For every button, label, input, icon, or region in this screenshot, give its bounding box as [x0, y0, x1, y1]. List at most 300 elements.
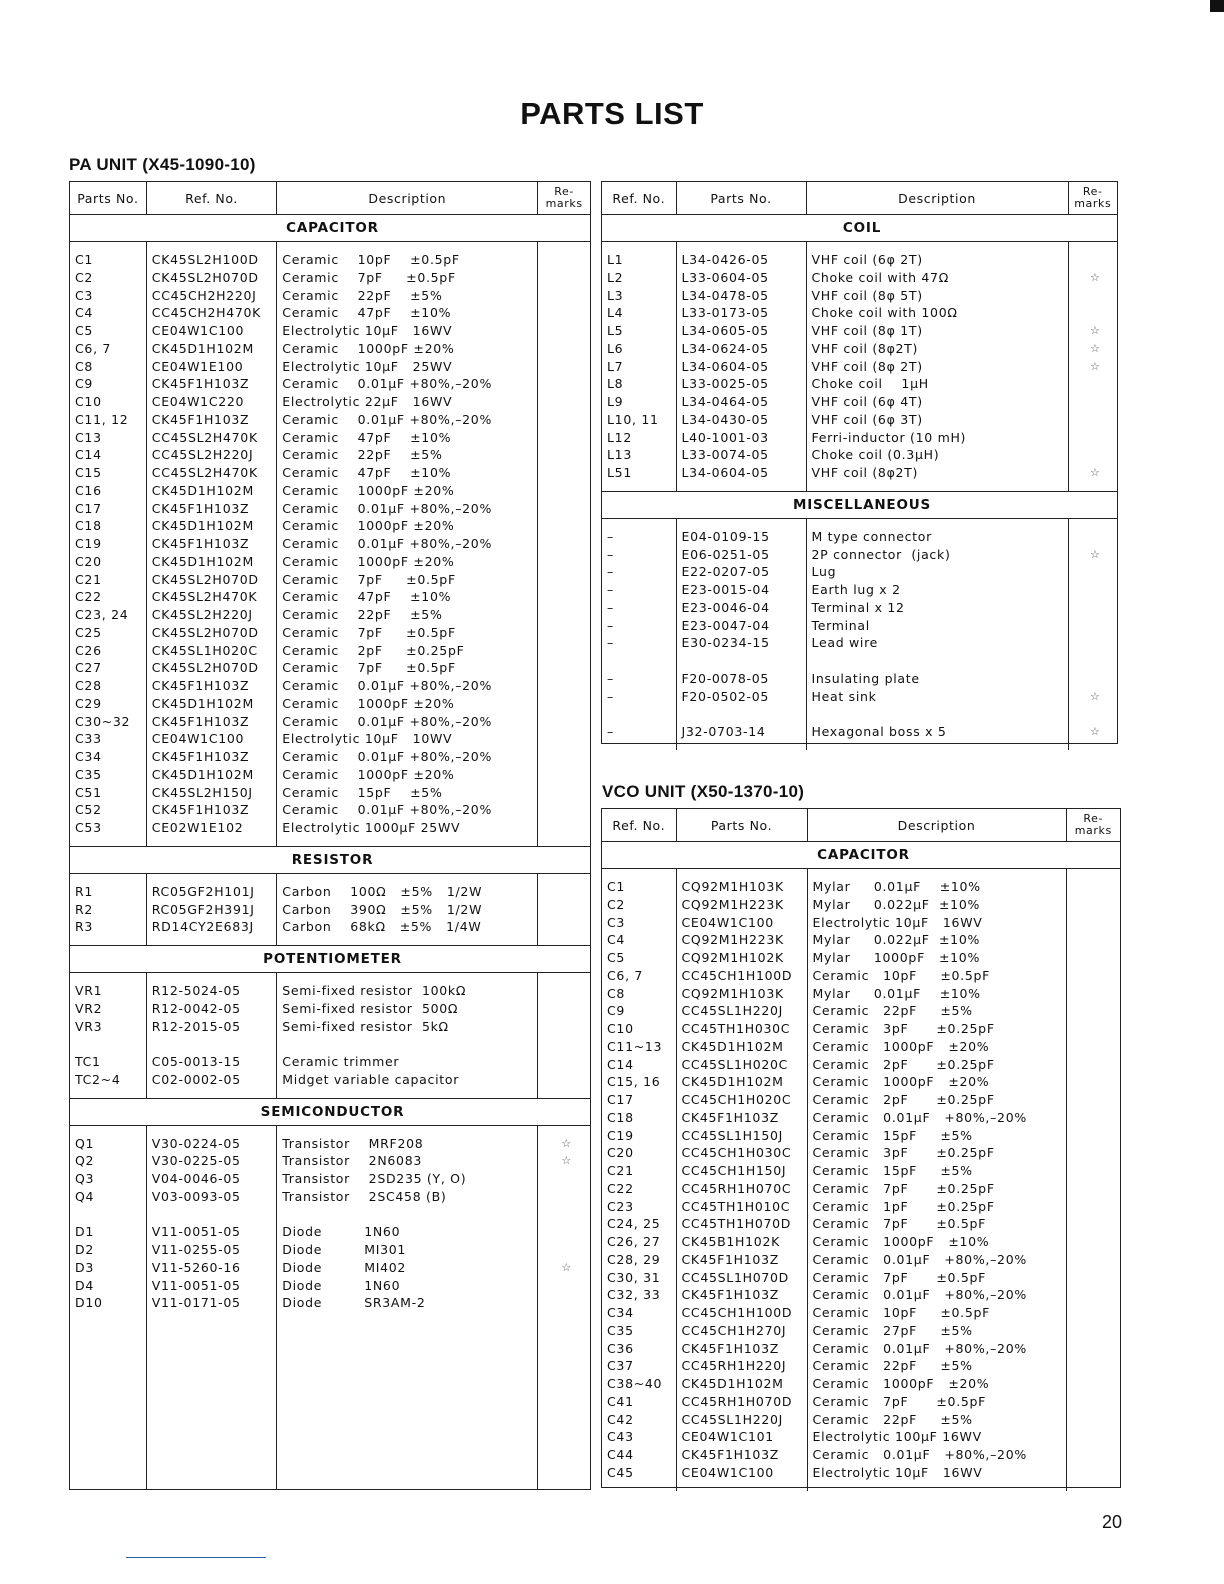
remarks-cell: [538, 819, 590, 837]
description-cell: Mylar 1000pF ±10%: [807, 949, 1066, 967]
ref-cell: C6, 7: [70, 340, 146, 358]
table-row: [70, 588, 590, 606]
part-cell: L33-0173-05: [676, 304, 806, 322]
part-cell: L34-0464-05: [676, 393, 806, 411]
table-row: [602, 1411, 1120, 1429]
remarks-cell: [1066, 1038, 1120, 1056]
ref-cell: C21: [602, 1162, 676, 1180]
remarks-cell: [1066, 1144, 1120, 1162]
remarks-cell: [1066, 1446, 1120, 1464]
part-cell: CK45D1H102M: [676, 1038, 807, 1056]
table-row: [602, 652, 1117, 670]
part-cell: CK45SL2H100D: [146, 251, 277, 269]
table-row: [70, 1188, 590, 1206]
part-cell: CC45CH1H150J: [676, 1162, 807, 1180]
table-row: [602, 931, 1120, 949]
ref-cell: C26, 27: [602, 1233, 676, 1251]
description-cell: [277, 1035, 538, 1053]
part-cell: CK45D1H102M: [676, 1073, 807, 1091]
column-header: Ref. No.: [602, 809, 676, 842]
ref-cell: C26: [70, 642, 146, 660]
part-cell: L34-0604-05: [676, 464, 806, 482]
remarks-cell: [1066, 1357, 1120, 1375]
remarks-cell: [538, 429, 590, 447]
ref-cell: C28: [70, 677, 146, 695]
table-row: [602, 949, 1120, 967]
ref-cell: C32, 33: [602, 1286, 676, 1304]
remarks-cell: ☆: [1089, 359, 1101, 373]
part-cell: CC45SL2H220J: [146, 446, 277, 464]
remarks-cell: [1066, 1180, 1120, 1198]
description-cell: Ceramic 7pF ±0.5pF: [807, 1215, 1066, 1233]
column-header: Description: [277, 182, 538, 215]
description-cell: Lead wire: [806, 634, 1068, 652]
coil-misc-parts-table: [601, 181, 1118, 744]
description-cell: [806, 705, 1068, 723]
remarks-cell: [538, 748, 590, 766]
column-header: Description: [807, 809, 1066, 842]
part-cell: CK45F1H103Z: [146, 677, 277, 695]
description-cell: Carbon 100Ω ±5% 1/2W: [277, 883, 538, 901]
remarks-cell: [538, 1223, 590, 1241]
description-cell: Diode SR3AM-2: [277, 1294, 538, 1312]
remarks-cell: [1068, 634, 1117, 652]
table-row: [70, 553, 590, 571]
remarks-cell: [538, 1277, 590, 1295]
table-row: [70, 659, 590, 677]
remarks-cell: [538, 1035, 590, 1053]
description-cell: Ceramic 1pF ±0.25pF: [807, 1198, 1066, 1216]
page-title: PARTS LIST: [520, 96, 704, 131]
part-cell: CQ92M1H223K: [676, 896, 807, 914]
part-cell: V11-5260-16: [146, 1259, 277, 1277]
part-cell: F20-0078-05: [676, 670, 806, 688]
remarks-cell: [1068, 581, 1117, 599]
remarks-cell: [1068, 528, 1117, 546]
table-row: [602, 1304, 1120, 1322]
table-row: [70, 1018, 590, 1036]
table-row: [602, 617, 1117, 635]
ref-cell: –: [602, 723, 676, 741]
description-cell: Ceramic 0.01µF +80%,–20%: [277, 535, 538, 553]
part-cell: RC05GF2H391J: [146, 901, 277, 919]
ref-cell: C36: [602, 1340, 676, 1358]
part-cell: CE04W1C220: [146, 393, 277, 411]
remarks-cell: [1066, 914, 1120, 932]
remarks-cell: [538, 358, 590, 376]
ref-cell: C6, 7: [602, 967, 676, 985]
table-row: [70, 1223, 590, 1241]
part-cell: CK45F1H103Z: [676, 1446, 807, 1464]
table-row: [70, 1035, 590, 1053]
ref-cell: Q4: [70, 1188, 146, 1206]
ref-cell: C4: [70, 304, 146, 322]
ref-cell: [70, 1035, 146, 1053]
remarks-cell: ☆: [1089, 466, 1101, 479]
description-cell: Terminal x 12: [806, 599, 1068, 617]
table-row: [70, 393, 590, 411]
ref-cell: C17: [70, 500, 146, 518]
table-row: [70, 304, 590, 322]
remarks-cell: [538, 304, 590, 322]
table-row: [602, 878, 1120, 896]
table-row: [70, 429, 590, 447]
column-header: Ref. No.: [146, 182, 277, 215]
ref-cell: C5: [602, 949, 676, 967]
section-header: CAPACITOR: [70, 215, 590, 242]
part-cell: CC45RH1H070D: [676, 1393, 807, 1411]
table-row: [70, 748, 590, 766]
ref-cell: C3: [602, 914, 676, 932]
description-cell: Lug: [806, 563, 1068, 581]
part-cell: CC45SL1H220J: [676, 1411, 807, 1429]
remarks-cell: [538, 482, 590, 500]
table-row: [602, 581, 1117, 599]
remarks-cell: [1066, 1127, 1120, 1145]
column-header: Re- marks: [538, 182, 590, 215]
description-cell: Ceramic 0.01µF +80%,–20%: [277, 801, 538, 819]
description-cell: Ceramic 7pF ±0.5pF: [277, 571, 538, 589]
remarks-cell: ☆: [561, 1260, 572, 1274]
remarks-cell: [1066, 1428, 1120, 1446]
remarks-cell: [1068, 393, 1117, 411]
remarks-cell: [1066, 1091, 1120, 1109]
description-cell: VHF coil (8φ2T): [806, 464, 1068, 482]
part-cell: CK45F1H103Z: [146, 748, 277, 766]
part-cell: V30-0224-05: [146, 1135, 277, 1153]
table-row: [602, 1357, 1120, 1375]
ref-cell: C38~40: [602, 1375, 676, 1393]
table-row: [70, 1294, 590, 1312]
table-row: [602, 1428, 1120, 1446]
ref-cell: C2: [70, 269, 146, 287]
remarks-cell: [538, 1071, 590, 1089]
part-cell: CE04W1C100: [146, 730, 277, 748]
ref-cell: C37: [602, 1357, 676, 1375]
remarks-cell: [538, 982, 590, 1000]
description-cell: Carbon 68kΩ ±5% 1/4W: [277, 918, 538, 936]
ref-cell: C52: [70, 801, 146, 819]
description-cell: VHF coil (6φ 4T): [806, 393, 1068, 411]
ref-cell: Q3: [70, 1170, 146, 1188]
table-row: [602, 705, 1117, 723]
part-cell: CK45F1H103Z: [676, 1340, 807, 1358]
section-header: RESISTOR: [70, 846, 590, 873]
part-cell: CK45SL2H150J: [146, 784, 277, 802]
table-row: [70, 918, 590, 936]
part-cell: CK45F1H103Z: [676, 1286, 807, 1304]
description-cell: Mylar 0.022µF ±10%: [807, 896, 1066, 914]
remarks-cell: [538, 340, 590, 358]
ref-cell: C20: [70, 553, 146, 571]
description-cell: Ceramic 15pF ±5%: [277, 784, 538, 802]
description-cell: Electrolytic 22µF 16WV: [277, 393, 538, 411]
table-row: [602, 322, 1117, 340]
remarks-cell: [538, 517, 590, 535]
remarks-cell: ☆: [1089, 270, 1101, 284]
table-row: [602, 1002, 1120, 1020]
part-cell: CK45D1H102M: [146, 482, 277, 500]
ref-cell: L6: [602, 340, 676, 358]
remarks-cell: [538, 901, 590, 919]
part-cell: CE04W1C100: [146, 322, 277, 340]
description-cell: 2P connector (jack): [806, 546, 1068, 564]
description-cell: Choke coil with 47Ω: [806, 269, 1068, 287]
footer-rule: [126, 1557, 266, 1558]
part-cell: CK45D1H102M: [146, 517, 277, 535]
description-cell: Ceramic 27pF ±5%: [807, 1322, 1066, 1340]
description-cell: Ceramic 2pF ±0.25pF: [807, 1091, 1066, 1109]
section-header: COIL: [602, 215, 1117, 242]
ref-cell: C15, 16: [602, 1073, 676, 1091]
remarks-cell: [538, 1000, 590, 1018]
ref-cell: C24, 25: [602, 1215, 676, 1233]
ref-cell: R3: [70, 918, 146, 936]
description-cell: Ceramic 1000pF ±10%: [807, 1233, 1066, 1251]
remarks-cell: [538, 446, 590, 464]
ref-cell: C29: [70, 695, 146, 713]
table-row: [602, 1198, 1120, 1216]
description-cell: Ceramic 0.01µF +80%,–20%: [277, 500, 538, 518]
description-cell: Ceramic 7pF ±0.5pF: [277, 624, 538, 642]
description-cell: VHF coil (8φ 2T): [806, 358, 1068, 376]
ref-cell: C15: [70, 464, 146, 482]
remarks-cell: [1066, 1411, 1120, 1429]
ref-cell: C30, 31: [602, 1269, 676, 1287]
remarks-cell: [1066, 1109, 1120, 1127]
table-row: [602, 358, 1117, 376]
remarks-cell: [1068, 446, 1117, 464]
table-row: [70, 1206, 590, 1224]
ref-cell: L51: [602, 464, 676, 482]
remarks-cell: [538, 1206, 590, 1224]
part-cell: CK45F1H103Z: [146, 801, 277, 819]
table-row: [70, 642, 590, 660]
description-cell: Diode MI301: [277, 1241, 538, 1259]
table-row: [70, 1277, 590, 1295]
remarks-cell: [1066, 1020, 1120, 1038]
ref-cell: C1: [70, 251, 146, 269]
remarks-cell: [538, 553, 590, 571]
remarks-cell: [1068, 705, 1117, 723]
table-row: [602, 304, 1117, 322]
description-cell: Insulating plate: [806, 670, 1068, 688]
description-cell: Choke coil with 100Ω: [806, 304, 1068, 322]
ref-cell: L1: [602, 251, 676, 269]
ref-cell: L5: [602, 322, 676, 340]
part-cell: E23-0015-04: [676, 581, 806, 599]
table-row: [602, 688, 1117, 706]
description-cell: Ceramic 47pF ±10%: [277, 429, 538, 447]
ref-cell: –: [602, 617, 676, 635]
ref-cell: C28, 29: [602, 1251, 676, 1269]
part-cell: L33-0604-05: [676, 269, 806, 287]
description-cell: Ceramic 22pF ±5%: [807, 1357, 1066, 1375]
part-cell: RD14CY2E683J: [146, 918, 277, 936]
description-cell: VHF coil (6φ 2T): [806, 251, 1068, 269]
table-row: [70, 446, 590, 464]
table-row: [602, 1180, 1120, 1198]
description-cell: VHF coil (8φ 1T): [806, 322, 1068, 340]
description-cell: Diode 1N60: [277, 1277, 538, 1295]
ref-cell: C41: [602, 1393, 676, 1411]
table-row: [602, 1286, 1120, 1304]
table-row: [70, 677, 590, 695]
ref-cell: C4: [602, 931, 676, 949]
remarks-cell: [538, 464, 590, 482]
remarks-cell: [1068, 563, 1117, 581]
description-cell: Ceramic 0.01µF +80%,–20%: [807, 1340, 1066, 1358]
remarks-cell: [538, 766, 590, 784]
remarks-cell: [538, 1241, 590, 1259]
description-cell: Ceramic 22pF ±5%: [807, 1411, 1066, 1429]
remarks-cell: ☆: [1089, 725, 1101, 738]
remarks-cell: [1066, 985, 1120, 1003]
part-cell: CK45SL2H070D: [146, 659, 277, 677]
description-cell: Electrolytic 10µF 16WV: [277, 322, 538, 340]
ref-cell: [70, 1206, 146, 1224]
ref-cell: VR2: [70, 1000, 146, 1018]
table-row: [602, 446, 1117, 464]
table-row: [602, 1091, 1120, 1109]
table-row: [70, 801, 590, 819]
part-cell: CC45CH2H470K: [146, 304, 277, 322]
description-cell: Ceramic 10pF ±0.5pF: [277, 251, 538, 269]
table-row: [70, 535, 590, 553]
remarks-cell: [1066, 931, 1120, 949]
description-cell: Choke coil (0.3µH): [806, 446, 1068, 464]
page-number: 20: [1101, 1512, 1122, 1532]
description-cell: Mylar 0.01µF ±10%: [807, 878, 1066, 896]
remarks-cell: [1068, 599, 1117, 617]
ref-cell: L3: [602, 287, 676, 305]
table-row: [70, 340, 590, 358]
ref-cell: –: [602, 688, 676, 706]
column-header: Ref. No.: [602, 182, 676, 215]
description-cell: Semi-fixed resistor 100kΩ: [277, 982, 538, 1000]
part-cell: L33-0025-05: [676, 375, 806, 393]
description-cell: Ceramic 0.01µF +80%,–20%: [277, 713, 538, 731]
description-cell: Semi-fixed resistor 500Ω: [277, 1000, 538, 1018]
ref-cell: C23, 24: [70, 606, 146, 624]
remarks-cell: [1068, 617, 1117, 635]
ref-cell: C19: [70, 535, 146, 553]
description-cell: Terminal: [806, 617, 1068, 635]
remarks-cell: [1066, 1215, 1120, 1233]
remarks-cell: [1068, 287, 1117, 305]
part-cell: CC45CH1H100D: [676, 1304, 807, 1322]
part-cell: CC45SL1H070D: [676, 1269, 807, 1287]
remarks-cell: [538, 784, 590, 802]
remarks-cell: [538, 659, 590, 677]
part-cell: CK45D1H102M: [146, 553, 277, 571]
ref-cell: C33: [70, 730, 146, 748]
part-cell: E06-0251-05: [676, 546, 806, 564]
ref-cell: C30~32: [70, 713, 146, 731]
column-header: Parts No.: [676, 809, 807, 842]
description-cell: Ceramic 47pF ±10%: [277, 304, 538, 322]
remarks-cell: [1066, 1304, 1120, 1322]
table-row: [602, 1056, 1120, 1074]
table-row: [602, 251, 1117, 269]
ref-cell: –: [602, 634, 676, 652]
ref-cell: C14: [602, 1056, 676, 1074]
ref-cell: C45: [602, 1464, 676, 1482]
part-cell: CC45CH1H270J: [676, 1322, 807, 1340]
description-cell: Ceramic 22pF ±5%: [277, 287, 538, 305]
table-row: [602, 269, 1117, 287]
remarks-cell: [538, 269, 590, 287]
ref-cell: [602, 652, 676, 670]
part-cell: V11-0255-05: [146, 1241, 277, 1259]
part-cell: C02-0002-05: [146, 1071, 277, 1089]
part-cell: L34-0605-05: [676, 322, 806, 340]
ref-cell: D2: [70, 1241, 146, 1259]
table-row: [70, 269, 590, 287]
description-cell: Ceramic 22pF ±5%: [807, 1002, 1066, 1020]
description-cell: Ceramic 0.01µF +80%,–20%: [807, 1446, 1066, 1464]
section-header: SEMICONDUCTOR: [70, 1098, 590, 1125]
description-cell: Ceramic 22pF ±5%: [277, 446, 538, 464]
description-cell: [277, 1206, 538, 1224]
ref-cell: L8: [602, 375, 676, 393]
ref-cell: C34: [602, 1304, 676, 1322]
part-cell: R12-5024-05: [146, 982, 277, 1000]
section-header: POTENTIOMETER: [70, 946, 590, 973]
remarks-cell: [538, 642, 590, 660]
description-cell: Ceramic 0.01µF +80%,–20%: [277, 375, 538, 393]
part-cell: CE02W1E102: [146, 819, 277, 837]
remarks-cell: [1066, 1073, 1120, 1091]
remarks-cell: [538, 588, 590, 606]
remarks-cell: [1066, 1056, 1120, 1074]
ref-cell: L13: [602, 446, 676, 464]
table-row: [70, 375, 590, 393]
part-cell: CK45D1H102M: [146, 766, 277, 784]
ref-cell: C18: [70, 517, 146, 535]
remarks-cell: [538, 1294, 590, 1312]
description-cell: Ceramic 1000pF ±20%: [807, 1073, 1066, 1091]
ref-cell: C13: [70, 429, 146, 447]
description-cell: Ceramic 1000pF ±20%: [277, 553, 538, 571]
description-cell: VHF coil (8φ 5T): [806, 287, 1068, 305]
description-cell: Ceramic 1000pF ±20%: [277, 340, 538, 358]
part-cell: CE04W1C100: [676, 914, 807, 932]
remarks-cell: [538, 1018, 590, 1036]
remarks-cell: [538, 571, 590, 589]
table-row: [70, 322, 590, 340]
remarks-cell: [1066, 1269, 1120, 1287]
remarks-cell: [538, 883, 590, 901]
table-row: [602, 1322, 1120, 1340]
part-cell: L34-0426-05: [676, 251, 806, 269]
ref-cell: C1: [602, 878, 676, 896]
ref-cell: [602, 705, 676, 723]
part-cell: CK45B1H102K: [676, 1233, 807, 1251]
description-cell: Ceramic trimmer: [277, 1053, 538, 1071]
ref-cell: C44: [602, 1446, 676, 1464]
ref-cell: C14: [70, 446, 146, 464]
part-cell: CE04W1C100: [676, 1464, 807, 1482]
part-cell: CK45SL2H470K: [146, 588, 277, 606]
remarks-cell: [1066, 1322, 1120, 1340]
column-header: Re- marks: [1066, 809, 1120, 842]
part-cell: CK45SL2H220J: [146, 606, 277, 624]
description-cell: Transistor 2SD235 (Y, O): [277, 1170, 538, 1188]
ref-cell: C17: [602, 1091, 676, 1109]
description-cell: Ceramic 0.01µF +80%,–20%: [807, 1251, 1066, 1269]
ref-cell: C8: [70, 358, 146, 376]
